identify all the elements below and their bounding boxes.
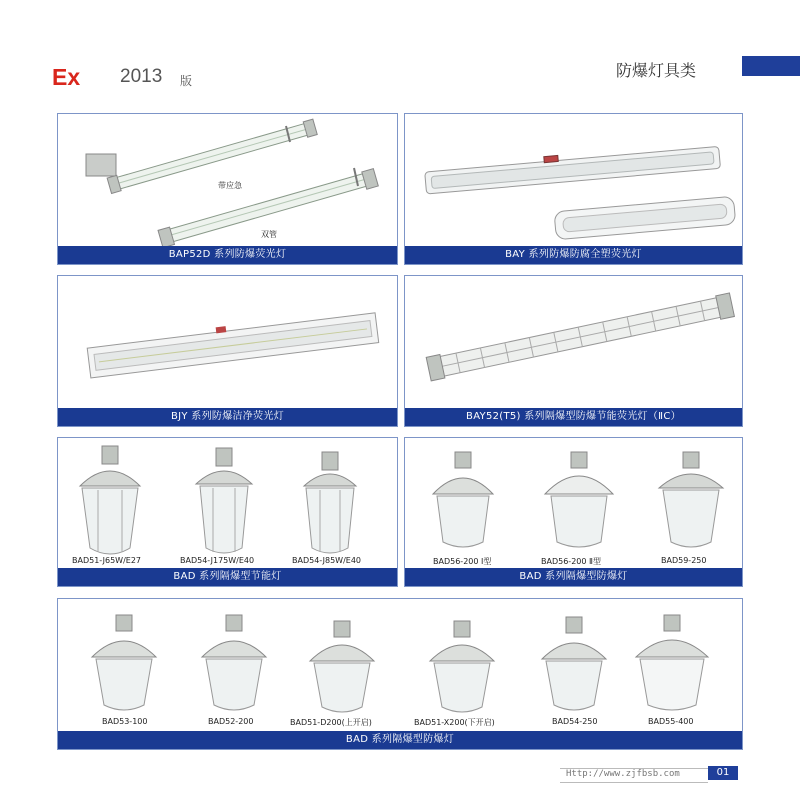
caption-bap52d: BAP52D 系列防爆荧光灯	[58, 246, 397, 264]
panel-bay	[404, 113, 743, 265]
product-label: BAD52-200	[208, 717, 254, 726]
panel-bad-explosion	[404, 437, 743, 587]
product-label: BAD56-200 Ⅱ型	[541, 557, 601, 566]
product-label: BAD51-X200(下开启)	[414, 718, 495, 727]
panel-bay52	[404, 275, 743, 427]
bad-explosion-lamps-image	[405, 438, 744, 570]
caption-bad-explosion: BAD 系列隔爆型防爆灯	[405, 568, 742, 586]
product-label: BAD56-200 Ⅰ型	[433, 557, 492, 566]
ex-logo: Ex	[52, 64, 81, 90]
panel-bjy	[57, 275, 398, 427]
product-label: BAD55-400	[648, 717, 694, 726]
page-number: 01	[708, 766, 738, 780]
website-url[interactable]: Http://www.zjfbsb.com	[566, 769, 680, 779]
product-label: BAD54-J175W/E40	[180, 556, 255, 565]
caption-bay: BAY 系列防爆防腐全塑荧光灯	[405, 246, 742, 264]
bay-lamps-image	[405, 114, 744, 248]
product-label: BAD51-D200(上开启)	[290, 718, 372, 727]
annotation-emergency: 带应急	[218, 181, 242, 190]
category-title: 防爆灯具类	[616, 61, 697, 80]
panel-bap52d	[57, 113, 398, 265]
product-label: BAD53-100	[102, 717, 148, 726]
catalog-edition: 版	[180, 74, 193, 88]
bad-energy-lamps-image	[58, 438, 399, 570]
product-label: BAD54-J85W/E40	[292, 556, 362, 565]
caption-bjy: BJY 系列防爆洁净荧光灯	[58, 408, 397, 426]
category-accent-bar	[742, 56, 800, 76]
bjy-lamp-image	[58, 276, 399, 410]
caption-bad-energy: BAD 系列隔爆型节能灯	[58, 568, 397, 586]
product-label: BAD59-250	[661, 556, 707, 565]
product-label: BAD51-J65W/E27	[72, 556, 142, 565]
panel-bad-energy	[57, 437, 398, 587]
bad-bottom-lamps-image	[58, 599, 744, 733]
annotation-double-tube: 双管	[261, 230, 277, 239]
catalog-year: 2013	[120, 66, 163, 87]
panel-bad-bottom	[57, 598, 743, 750]
product-label: BAD54-250	[552, 717, 598, 726]
bay52-lamp-image	[405, 276, 744, 410]
caption-bad-bottom: BAD 系列隔爆型防爆灯	[58, 731, 742, 749]
caption-bay52: BAY52(T5) 系列隔爆型防爆节能荧光灯（ⅡC）	[405, 408, 742, 426]
